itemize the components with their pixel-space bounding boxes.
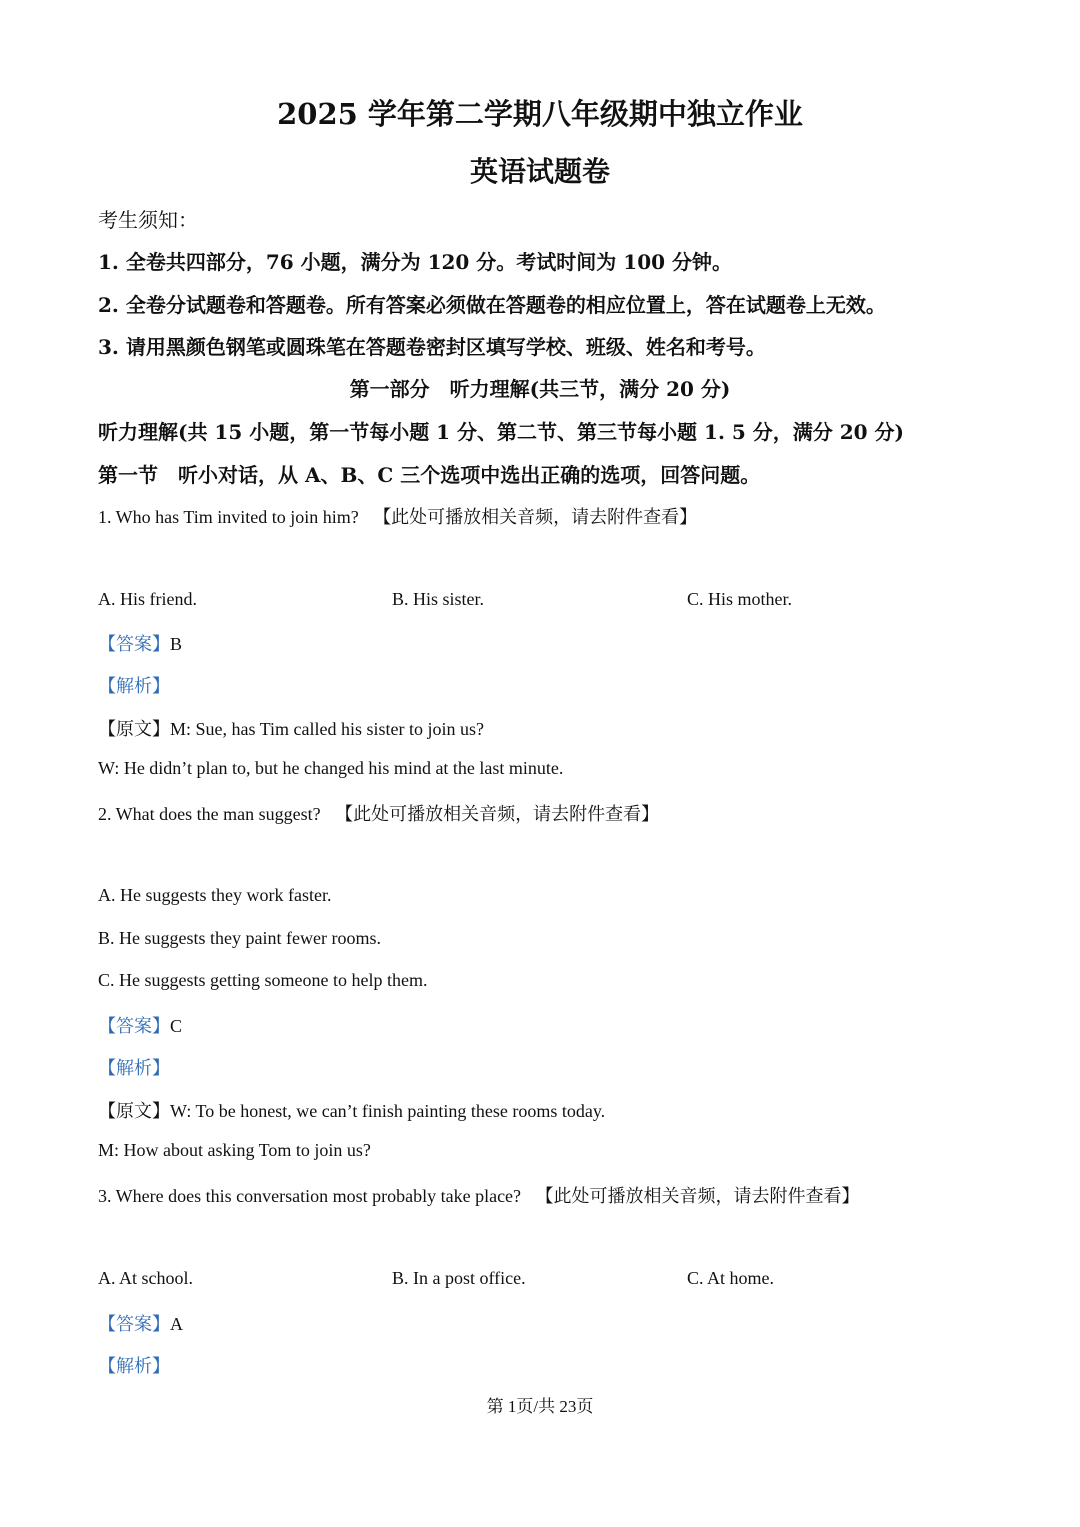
question-stem: 3. Where does this conversation most probably take place?: [98, 1186, 522, 1206]
part-intro: 听力理解(共 15 小题，第一节每小题 1 分、第二节、第三节每小题 1. 5 分，满分 20 分): [98, 420, 904, 444]
question-stem: 2. What does the man suggest?: [98, 804, 321, 824]
question-3: [98, 1182, 860, 1208]
transcript-text: W: To be honest, we can’t finish painting these rooms today.: [170, 1101, 606, 1121]
analysis-line: [98, 1054, 170, 1080]
analysis-line: [98, 1352, 170, 1378]
transcript-text: M: Sue, has Tim called his sister to join us?: [170, 719, 485, 739]
option-b: B. His sister.: [392, 589, 485, 609]
exam-subtitle: 英语试题卷: [469, 155, 610, 188]
answer-label: 【答案】: [98, 1314, 170, 1334]
answer-value: A: [170, 1314, 183, 1334]
part-heading: 第一部分 听力理解(共三节，满分 20 分): [349, 377, 731, 401]
option-a: A. His friend.: [98, 589, 197, 609]
original-label: 【原文】: [98, 1101, 170, 1121]
option-a: A. At school.: [98, 1268, 194, 1288]
option-b: B. In a post office.: [392, 1268, 526, 1288]
answer-label: 【答案】: [98, 634, 170, 654]
notice-item: 2. 全卷分试题卷和答题卷。所有答案必须做在答题卷的相应位置上，答在试题卷上无效。: [98, 293, 886, 317]
analysis-label: 【解析】: [98, 1356, 170, 1376]
audio-note[interactable]: 【此处可播放相关音频，请去附件查看】: [535, 1186, 860, 1206]
question-stem: 1. Who has Tim invited to join him?: [98, 507, 359, 527]
answer-value: B: [170, 634, 183, 654]
answer-line: [98, 630, 182, 656]
section-heading: 第一节 听小对话，从 A、B、C 三个选项中选出正确的选项，回答问题。: [98, 463, 761, 487]
notice-item: 1. 全卷共四部分，76 小题，满分为 120 分。考试时间为 100 分钟。: [98, 250, 732, 274]
answer-line: [98, 1310, 183, 1336]
transcript-line: [98, 715, 484, 741]
page-footer: 第 1页/共 23页: [486, 1397, 594, 1416]
transcript-line: [98, 1097, 605, 1123]
answer-value: C: [170, 1016, 183, 1036]
audio-note[interactable]: 【此处可播放相关音频，请去附件查看】: [373, 507, 698, 527]
answer-line: [98, 1012, 182, 1038]
analysis-line: [98, 672, 170, 698]
transcript-line: M: How about asking Tom to join us?: [98, 1140, 371, 1160]
analysis-label: 【解析】: [98, 676, 170, 696]
notice-heading: 考生须知：: [98, 208, 198, 232]
transcript-line: W: He didn’t plan to, but he changed his mind at the last minute.: [98, 758, 564, 778]
option-c: C. At home.: [687, 1268, 775, 1288]
question-2: [98, 800, 659, 826]
notice-item: 3. 请用黑颜色钢笔或圆珠笔在答题卷密封区填写学校、班级、姓名和考号。: [98, 335, 766, 359]
original-label: 【原文】: [98, 719, 170, 739]
question-1: [98, 503, 697, 529]
exam-title: 2025 学年第二学期八年级期中独立作业: [277, 97, 803, 131]
option-c: C. He suggests getting someone to help them.: [98, 970, 428, 990]
answer-label: 【答案】: [98, 1016, 170, 1036]
analysis-label: 【解析】: [98, 1058, 170, 1078]
audio-note[interactable]: 【此处可播放相关音频，请去附件查看】: [335, 804, 660, 824]
option-b: B. He suggests they paint fewer rooms.: [98, 928, 381, 948]
option-a: A. He suggests they work faster.: [98, 885, 332, 905]
option-c: C. His mother.: [687, 589, 793, 609]
